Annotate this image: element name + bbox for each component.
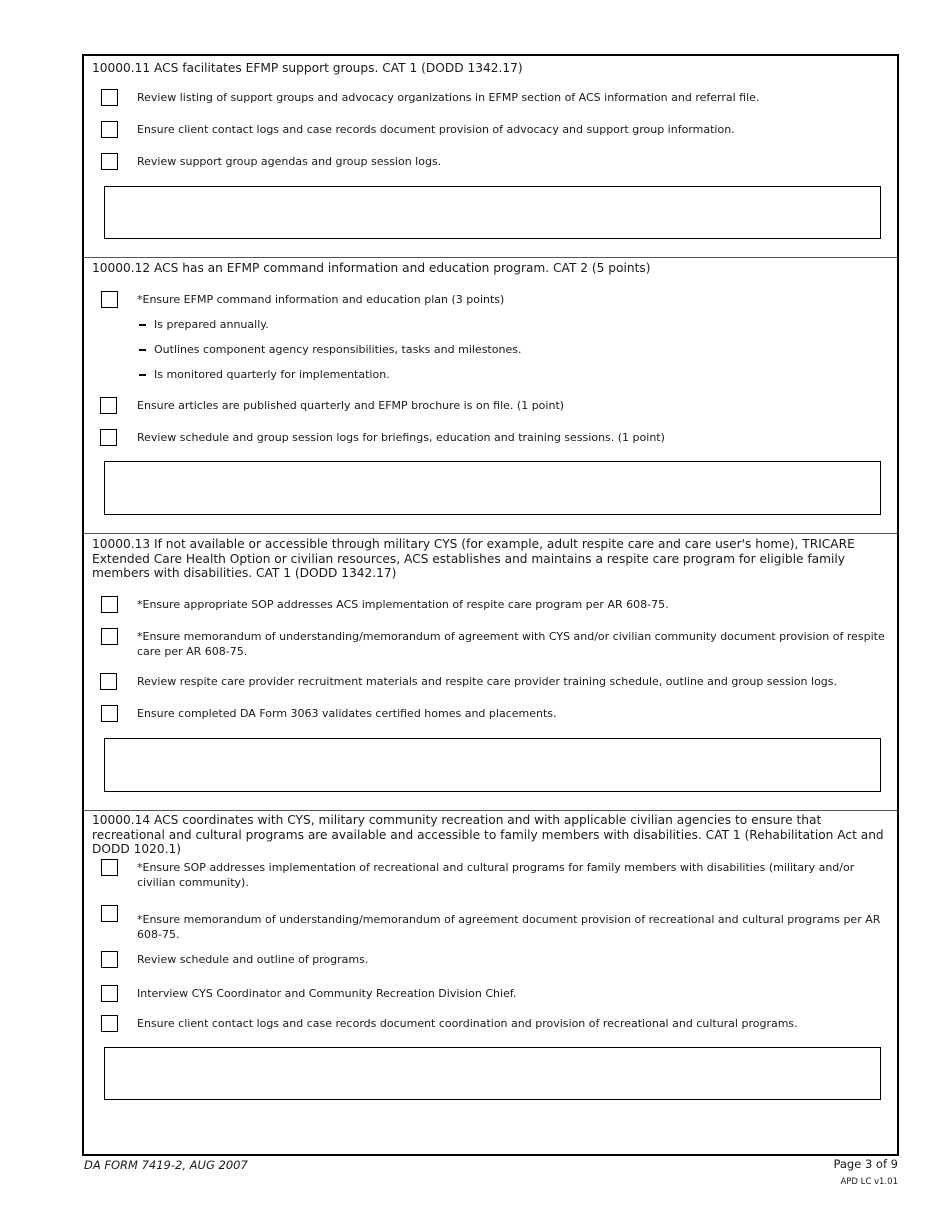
- checklist-item: [101, 397, 893, 417]
- item-text: *Ensure memorandum of understanding/memorandum of agreement document provision of recreational and cultural programs per AR 608-75.: [137, 913, 881, 941]
- checkbox[interactable]: [100, 673, 117, 690]
- item-text: Ensure completed DA Form 3063 validates certified homes and placements.: [137, 707, 557, 720]
- checkbox[interactable]: [101, 89, 118, 106]
- sub-item: [139, 342, 893, 358]
- checkbox[interactable]: [101, 121, 118, 138]
- checklist-item: [101, 905, 893, 941]
- sub-item-text: Outlines component agency responsibilities, tasks and milestones.: [154, 343, 522, 356]
- checklist-item: [101, 705, 893, 725]
- item-text: Ensure articles are published quarterly and EFMP brochure is on file. (1 point): [137, 399, 565, 412]
- sub-item: [139, 367, 893, 383]
- page-number: Page 3 of 9: [833, 1157, 898, 1171]
- checkbox[interactable]: [101, 951, 118, 968]
- dash-icon: [139, 324, 146, 326]
- checkbox[interactable]: [100, 397, 117, 414]
- checklist-item: [101, 859, 893, 893]
- sub-item-text: Is prepared annually.: [154, 318, 269, 331]
- dash-icon: [139, 374, 146, 376]
- section-10000-12: [84, 257, 897, 534]
- section-title: 10000.12 ACS has an EFMP command information and education program. CAT 2 (5 points): [92, 261, 651, 275]
- checkbox[interactable]: [101, 705, 118, 722]
- checkbox[interactable]: [101, 628, 118, 645]
- dash-icon: [139, 349, 146, 351]
- checklist-item: [101, 89, 893, 109]
- remarks-box[interactable]: [104, 738, 881, 792]
- checkbox[interactable]: [101, 596, 118, 613]
- version-label: APD LC v1.01: [840, 1177, 898, 1187]
- checklist-item: [101, 951, 893, 971]
- checkbox[interactable]: [101, 859, 118, 876]
- checklist-item: [101, 291, 893, 311]
- item-text: Review schedule and outline of programs.: [137, 953, 369, 966]
- checklist-item: [101, 1015, 893, 1035]
- item-text: Review schedule and group session logs for briefings, education and training sessions. (1 point): [137, 431, 665, 444]
- section-title: 10000.13 If not available or accessible through military CYS (for example, adult respite care and care user's home), TRICARE Extended Care Health Option or civilian resources, ACS establishes and maintains a respite care program for eligible family members with disabilities. CAT 1 (DODD 1342.17): [92, 537, 855, 580]
- checklist-item: [101, 673, 893, 693]
- item-text: Review support group agendas and group session logs.: [137, 155, 442, 168]
- checkbox[interactable]: [101, 291, 118, 308]
- checklist-item: [101, 628, 893, 662]
- checklist-item: [101, 596, 893, 616]
- form-frame: [82, 54, 899, 1156]
- item-text: *Ensure memorandum of understanding/memorandum of agreement with CYS and/or civilian community document provision of respite care per AR 608-75.: [137, 630, 885, 658]
- checkbox[interactable]: [101, 905, 118, 922]
- item-text: *Ensure EFMP command information and education plan (3 points): [137, 293, 505, 306]
- section-title: 10000.11 ACS facilitates EFMP support groups. CAT 1 (DODD 1342.17): [92, 61, 523, 75]
- checkbox[interactable]: [101, 1015, 118, 1032]
- section-10000-14: [84, 810, 897, 1154]
- item-text: *Ensure SOP addresses implementation of recreational and cultural programs for family members with disabilities (military and/or civilian community).: [137, 861, 855, 889]
- item-text: Review respite care provider recruitment materials and respite care provider training schedule, outline and group session logs.: [137, 675, 838, 688]
- sub-item: [139, 317, 893, 333]
- sub-item-text: Is monitored quarterly for implementation.: [154, 368, 390, 381]
- checklist-item: [101, 985, 893, 1005]
- item-text: Interview CYS Coordinator and Community Recreation Division Chief.: [137, 987, 517, 1000]
- item-text: Review listing of support groups and advocacy organizations in EFMP section of ACS information and referral file.: [137, 91, 760, 104]
- checkbox[interactable]: [101, 153, 118, 170]
- section-10000-11: [84, 56, 897, 258]
- section-10000-13: [84, 533, 897, 811]
- item-text: *Ensure appropriate SOP addresses ACS implementation of respite care program per AR 608-75.: [137, 598, 669, 611]
- remarks-box[interactable]: [104, 461, 881, 515]
- item-text: Ensure client contact logs and case records document coordination and provision of recreational and cultural programs.: [137, 1017, 798, 1030]
- checklist-item: [101, 153, 893, 173]
- remarks-box[interactable]: [104, 186, 881, 239]
- checkbox[interactable]: [100, 429, 117, 446]
- checkbox[interactable]: [101, 985, 118, 1002]
- checklist-item: [101, 121, 893, 141]
- form-number: DA FORM 7419-2, AUG 2007: [84, 1158, 248, 1172]
- checklist-item: [101, 429, 893, 449]
- remarks-box[interactable]: [104, 1047, 881, 1100]
- item-text: Ensure client contact logs and case records document provision of advocacy and support group information.: [137, 123, 735, 136]
- section-title: 10000.14 ACS coordinates with CYS, military community recreation and with applicable civilian agencies to ensure that recreational and cultural programs are available and accessible to family members with disabilities. CAT 1 (Rehabilitation Act and DODD 1020.1): [92, 813, 884, 856]
